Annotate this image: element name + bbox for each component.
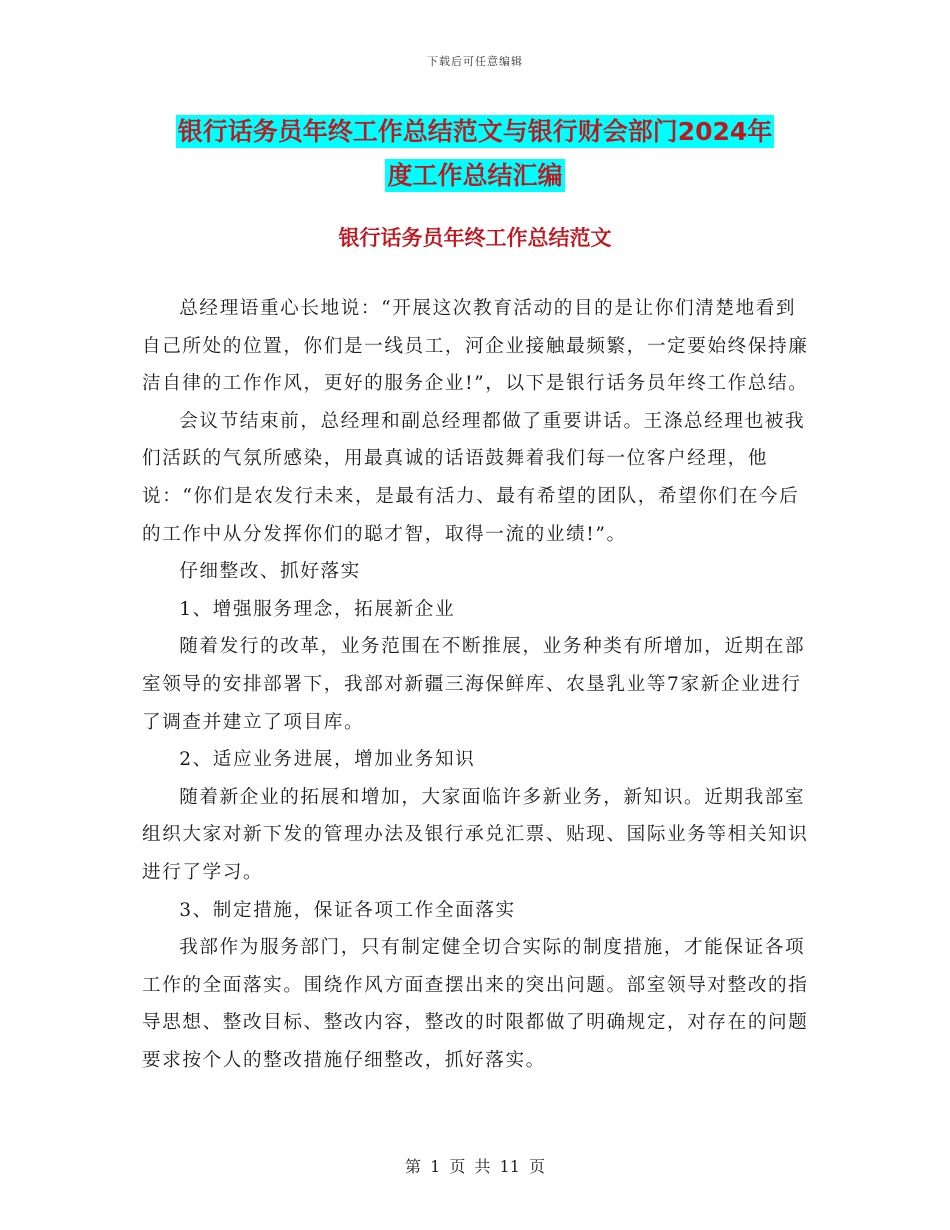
document-title (0, 110, 950, 198)
paragraph-meeting: 会议节结束前，总经理和副总经理都做了重要讲话。王涤总经理也被我们活跃的气氛所感染，用最真诚的话语鼓舞着我们每一位客户经理，他说：“你们是农发行未来，是最有活力、最有希望的团队，希望你们在今后的工作中从分发挥你们的聪才智，取得一流的业绩!”。 (142, 410, 806, 545)
section-heading: 银行话务员年终工作总结范文 (338, 226, 612, 250)
document-body (142, 290, 810, 1079)
page-number-footer: 第 1 页 共 11 页 (405, 1157, 545, 1176)
paragraph-item-2-body: 随着新企业的拓展和增加，大家面临许多新业务，新知识。近期我部室组织大家对新下发的管理办法及银行承兑汇票、贴现、国际业务等相关知识进行了学习。 (142, 786, 809, 883)
paragraph-item-3-heading: 3、制定措施，保证各项工作全面落实 (179, 899, 516, 921)
paragraph-item-1-body: 随着发行的改革，业务范围在不断推展，业务种类有所增加，近期在部室领导的安排部署下，我部对新疆三海保鲜库、农垦乳业等7家新企业进行了调查并建立了项目库。 (142, 636, 806, 733)
paragraph-subheading: 仔细整改、抓好落实 (179, 561, 361, 583)
document-title-line-2: 度工作总结汇编 (387, 161, 563, 190)
page-header-note: 下载后可任意编辑 (427, 55, 523, 68)
paragraph-item-2-heading: 2、适应业务进展，增加业务知识 (179, 749, 476, 771)
paragraph-intro: 总经理语重心长地说：“开展这次教育活动的目的是让你们清楚地看到自己所处的位置，你们是一线员工，河企业接触最频繁，一定要始终保持廉洁自律的工作作风，更好的服务企业!”，以下是银行话务员年终工作总结。 (142, 298, 809, 395)
paragraph-item-3-body: 我部作为服务部门，只有制定健全切合实际的制度措施，才能保证各项工作的全面落实。围绕作风方面查摆出来的突出问题。部室领导对整改的指导思想、整改目标、整改内容，整改的时限都做了明确规定，对存在的问题要求按个人的整改措施仔细整改，抓好落实。 (142, 937, 809, 1071)
document-title-line-1: 银行话务员年终工作总结范文与银行财会部门2024年 (177, 117, 773, 146)
paragraph-item-1-heading: 1、增强服务理念，拓展新企业 (179, 598, 456, 620)
